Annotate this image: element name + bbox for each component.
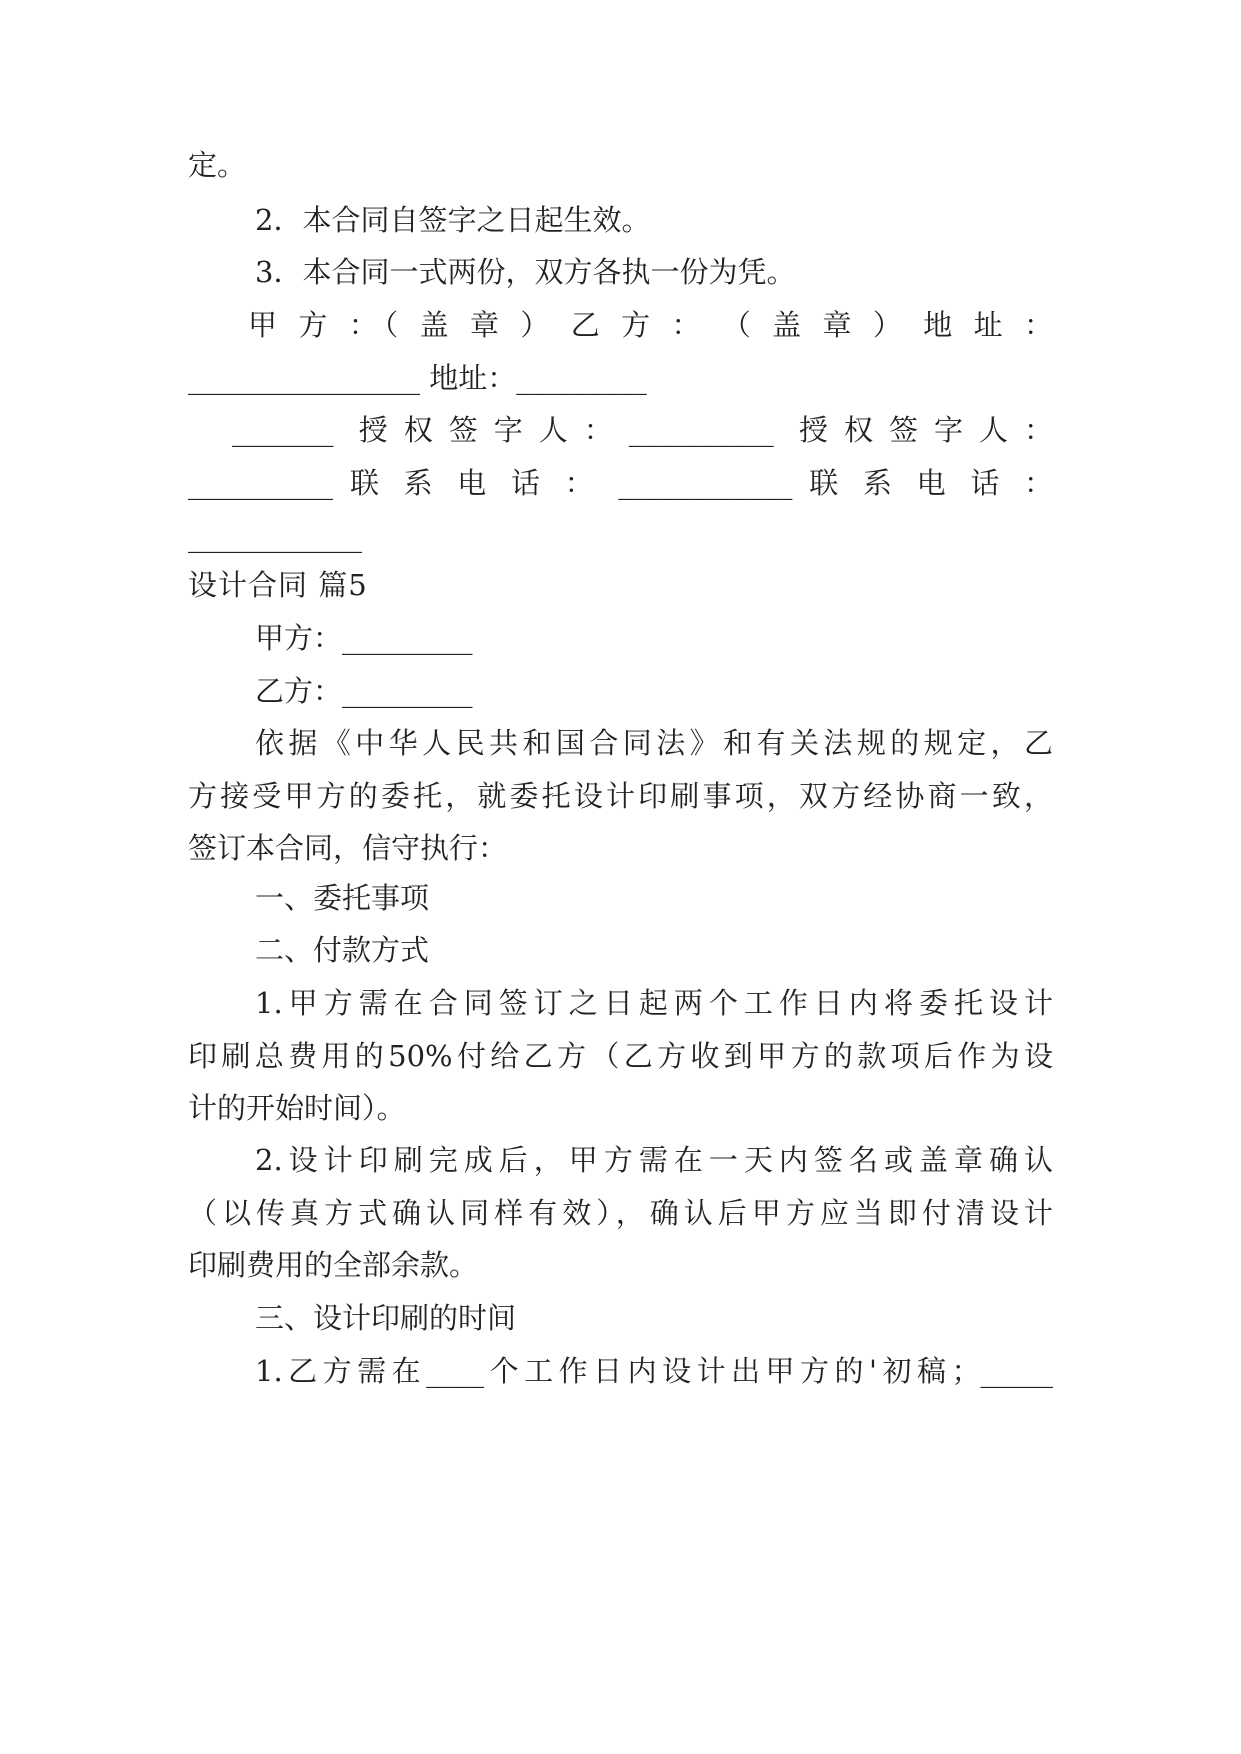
article-2-heading: 二、付款方式 xyxy=(255,933,430,967)
payment-clause-2-line-3: 印刷费用的全部余款。 xyxy=(188,1248,479,1282)
phone-blank-line: ____________ xyxy=(188,519,362,553)
payment-clause-1-line-2: 印刷总费用的50%付给乙方（乙方收到甲方的款项后作为设 xyxy=(188,1039,1053,1073)
clause-effective: 2．本合同自签字之日起生效。 xyxy=(255,203,651,237)
preamble-line-2: 方接受甲方的委托，就委托设计印刷事项，双方经协商一致， xyxy=(188,779,1053,813)
party-a-line: 甲方：_________ xyxy=(255,621,473,655)
article-3-heading: 三、设计印刷的时间 xyxy=(255,1301,517,1335)
authorized-signer-row: _______ 授权签字人：__________ 授权签字人： xyxy=(232,413,1053,447)
preamble-line-1: 依据《中华人民共和国合同法》和有关法规的规定，乙 xyxy=(255,726,1053,760)
payment-clause-1-line-1: 1.甲方需在合同签订之日起两个工作日内将委托设计 xyxy=(255,986,1053,1020)
payment-clause-1-line-3: 计的开始时间）。 xyxy=(188,1091,406,1125)
signature-party-row: 甲 方 ：（ 盖 章 ） 乙 方 ： （ 盖 章 ） 地 址 ： xyxy=(248,308,1053,342)
text-line-1: 定。 xyxy=(188,148,247,182)
article-1-heading: 一、委托事项 xyxy=(255,881,430,915)
address-row: ________________ 地址：_________ xyxy=(188,361,647,395)
party-b-line: 乙方：_________ xyxy=(255,674,473,708)
payment-clause-2-line-1: 2.设计印刷完成后，甲方需在一天内签名或盖章确认 xyxy=(255,1143,1053,1177)
clause-copies: 3．本合同一式两份，双方各执一份为凭。 xyxy=(255,255,796,289)
preamble-line-3: 签订本合同，信守执行： xyxy=(188,831,508,865)
section-title: 设计合同 篇5 xyxy=(188,568,368,602)
payment-clause-2-line-2: （以传真方式确认同样有效），确认后甲方应当即付清设计 xyxy=(188,1196,1053,1230)
phone-row: __________ 联 系 电 话 ： ____________ 联 系 电 话 ： xyxy=(188,466,1053,500)
timing-clause-1: 1.乙方需在____个工作日内设计出甲方的'初稿；_____ xyxy=(255,1354,1053,1388)
